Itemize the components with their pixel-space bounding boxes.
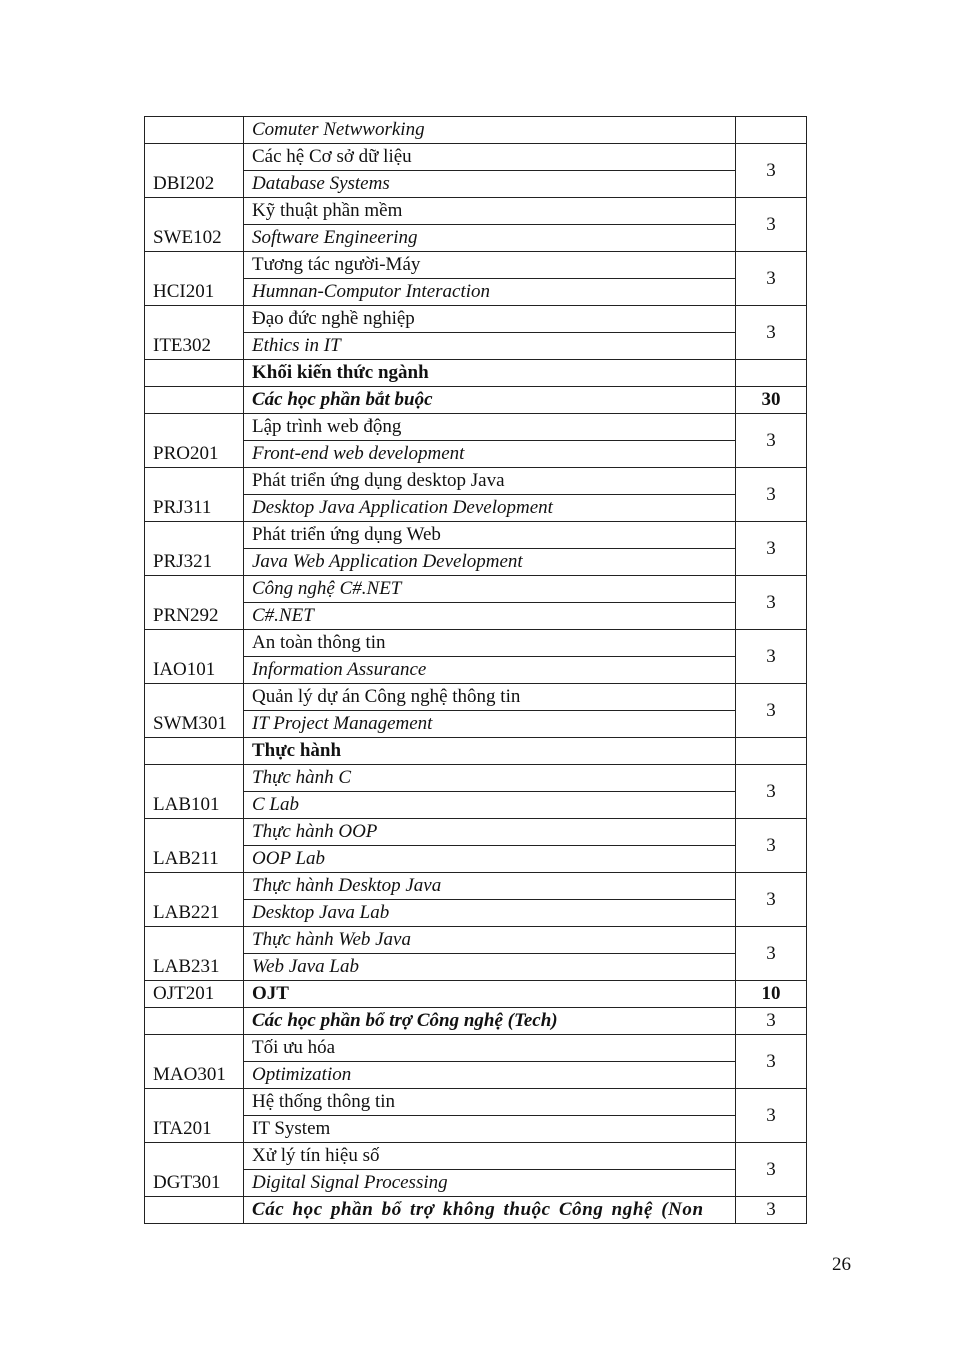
course-credits: 3 xyxy=(736,1197,807,1224)
table-row xyxy=(145,549,807,576)
course-credits: 3 xyxy=(736,765,807,819)
course-name-english: C#.NET xyxy=(244,603,736,630)
course-credits: 3 xyxy=(736,468,807,522)
course-name-english: Front-end web development xyxy=(244,441,736,468)
course-code xyxy=(145,1008,244,1035)
course-name: An toàn thông tin xyxy=(244,630,736,657)
table-row xyxy=(145,1170,807,1197)
course-name: Thực hành C xyxy=(244,765,736,792)
course-name: Các học phần bổ trợ Công nghệ (Tech) xyxy=(244,1008,736,1035)
course-name: Phát triển ứng dụng desktop Java xyxy=(244,468,736,495)
course-name-english: Desktop Java Lab xyxy=(244,900,736,927)
course-code: ITE302 xyxy=(145,306,244,360)
table-row xyxy=(145,900,807,927)
table-row xyxy=(145,711,807,738)
table-row xyxy=(145,819,807,846)
table-row xyxy=(145,117,807,144)
course-code: PRJ311 xyxy=(145,468,244,522)
course-credits: 3 xyxy=(736,306,807,360)
course-credits: 10 xyxy=(736,981,807,1008)
course-name: Các hệ Cơ sở dữ liệu xyxy=(244,144,736,171)
table-row xyxy=(145,333,807,360)
table-row xyxy=(145,522,807,549)
table-row xyxy=(145,792,807,819)
course-code: OJT201 xyxy=(145,981,244,1008)
course-name: Các học phần bổ trợ không thuộc Công nghệ (Non xyxy=(244,1197,736,1224)
course-name-english: Ethics in IT xyxy=(244,333,736,360)
table-row xyxy=(145,846,807,873)
course-code xyxy=(145,117,244,144)
course-credits xyxy=(736,360,807,387)
course-credits: 3 xyxy=(736,630,807,684)
course-credits: 3 xyxy=(736,684,807,738)
table-row xyxy=(145,1035,807,1062)
course-credits xyxy=(736,738,807,765)
table-row xyxy=(145,360,807,387)
course-name-english: Optimization xyxy=(244,1062,736,1089)
course-code: SWE102 xyxy=(145,198,244,252)
course-name-english: Software Engineering xyxy=(244,225,736,252)
course-name-english: IT Project Management xyxy=(244,711,736,738)
course-credits: 3 xyxy=(736,1089,807,1143)
table-row xyxy=(145,198,807,225)
table-row xyxy=(145,414,807,441)
course-name: Thực hành xyxy=(244,738,736,765)
course-credits: 3 xyxy=(736,198,807,252)
table-row xyxy=(145,495,807,522)
course-name: Tối ưu hóa xyxy=(244,1035,736,1062)
table-row xyxy=(145,306,807,333)
course-credits: 3 xyxy=(736,522,807,576)
course-name: OJT xyxy=(244,981,736,1008)
course-code xyxy=(145,360,244,387)
course-code: MAO301 xyxy=(145,1035,244,1089)
course-code xyxy=(145,1197,244,1224)
table-row xyxy=(145,630,807,657)
course-name: Comuter Netwworking xyxy=(244,117,736,144)
course-credits: 3 xyxy=(736,873,807,927)
course-credits: 3 xyxy=(736,576,807,630)
course-name: Quản lý dự án Công nghệ thông tin xyxy=(244,684,736,711)
table-row xyxy=(145,873,807,900)
course-code: PRO201 xyxy=(145,414,244,468)
course-code: DGT301 xyxy=(145,1143,244,1197)
course-name-english: Information Assurance xyxy=(244,657,736,684)
course-credits: 30 xyxy=(736,387,807,414)
course-code: PRJ321 xyxy=(145,522,244,576)
course-credits: 3 xyxy=(736,1035,807,1089)
course-name-english: Humnan-Computor Interaction xyxy=(244,279,736,306)
table-row xyxy=(145,1116,807,1143)
course-credits: 3 xyxy=(736,144,807,198)
course-name: Phát triển ứng dụng Web xyxy=(244,522,736,549)
table-row xyxy=(145,657,807,684)
course-name: Công nghệ C#.NET xyxy=(244,576,736,603)
table-row xyxy=(145,144,807,171)
course-code: SWM301 xyxy=(145,684,244,738)
course-credits: 3 xyxy=(736,414,807,468)
course-code: HCI201 xyxy=(145,252,244,306)
course-name-english: Database Systems xyxy=(244,171,736,198)
course-name-english: IT System xyxy=(244,1116,736,1143)
curriculum-table xyxy=(144,116,807,1224)
course-code: PRN292 xyxy=(145,576,244,630)
course-credits: 3 xyxy=(736,927,807,981)
table-row xyxy=(145,468,807,495)
course-credits: 3 xyxy=(736,819,807,873)
course-name-english: OOP Lab xyxy=(244,846,736,873)
course-name: Lập trình web động xyxy=(244,414,736,441)
course-name: Đạo đức nghề nghiệp xyxy=(244,306,736,333)
course-credits xyxy=(736,117,807,144)
table-row xyxy=(145,765,807,792)
table-row xyxy=(145,1089,807,1116)
table-row xyxy=(145,171,807,198)
table-row xyxy=(145,603,807,630)
table-row xyxy=(145,225,807,252)
table-row xyxy=(145,252,807,279)
course-code: LAB231 xyxy=(145,927,244,981)
page-number: 26 xyxy=(832,1254,851,1275)
course-credits: 3 xyxy=(736,1143,807,1197)
course-name: Thực hành Web Java xyxy=(244,927,736,954)
table-row xyxy=(145,576,807,603)
table-row xyxy=(145,387,807,414)
table-row xyxy=(145,279,807,306)
table-row xyxy=(145,927,807,954)
course-name-english: Java Web Application Development xyxy=(244,549,736,576)
course-code xyxy=(145,387,244,414)
course-name: Thực hành OOP xyxy=(244,819,736,846)
table-row xyxy=(145,684,807,711)
course-name: Thực hành Desktop Java xyxy=(244,873,736,900)
course-name-english: Digital Signal Processing xyxy=(244,1170,736,1197)
course-name: Xử lý tín hiệu số xyxy=(244,1143,736,1170)
course-code: LAB221 xyxy=(145,873,244,927)
course-code xyxy=(145,738,244,765)
course-code: DBI202 xyxy=(145,144,244,198)
course-name: Hệ thống thông tin xyxy=(244,1089,736,1116)
course-name-english: Desktop Java Application Development xyxy=(244,495,736,522)
course-code: ITA201 xyxy=(145,1089,244,1143)
table-row xyxy=(145,1143,807,1170)
course-code: LAB211 xyxy=(145,819,244,873)
course-name-english: Web Java Lab xyxy=(244,954,736,981)
table-row xyxy=(145,1197,807,1224)
course-name: Kỹ thuật phần mềm xyxy=(244,198,736,225)
course-name: Tương tác người-Máy xyxy=(244,252,736,279)
table-row xyxy=(145,441,807,468)
course-code: IAO101 xyxy=(145,630,244,684)
table-row xyxy=(145,981,807,1008)
table-body xyxy=(145,117,807,1224)
course-code: LAB101 xyxy=(145,765,244,819)
table-row xyxy=(145,1008,807,1035)
course-name: Khối kiến thức ngành xyxy=(244,360,736,387)
course-name: Các học phần bắt buộc xyxy=(244,387,736,414)
table-row xyxy=(145,1062,807,1089)
course-credits: 3 xyxy=(736,1008,807,1035)
course-name-english: C Lab xyxy=(244,792,736,819)
course-credits: 3 xyxy=(736,252,807,306)
table-row xyxy=(145,954,807,981)
table-row xyxy=(145,738,807,765)
